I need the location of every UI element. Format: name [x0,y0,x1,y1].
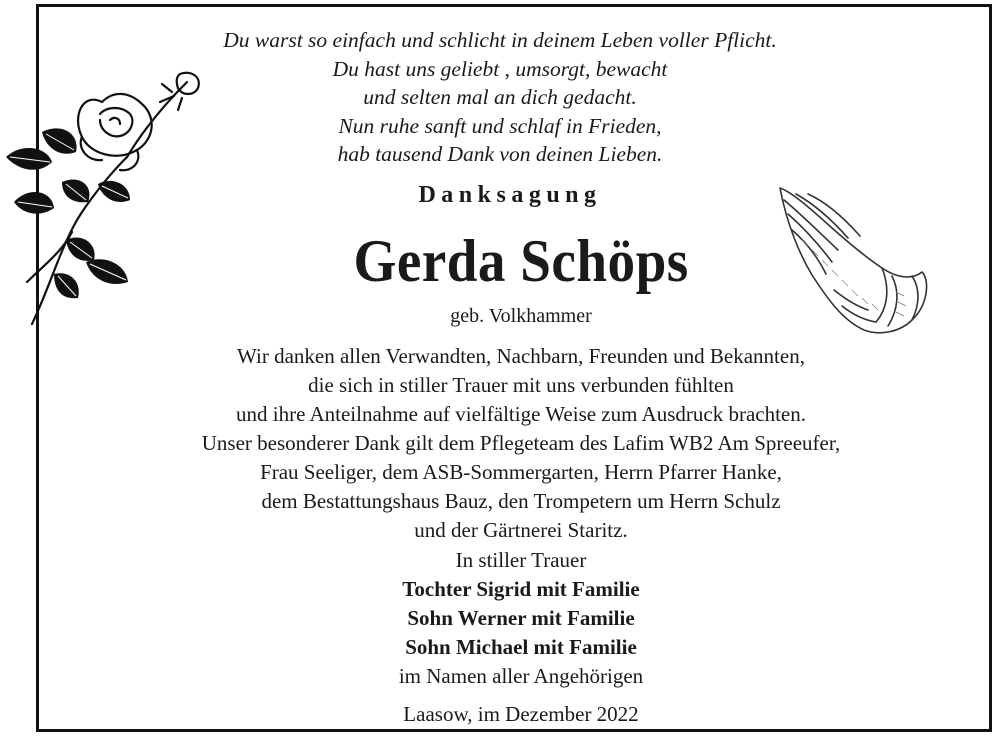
thanks-message [0,342,1000,545]
message-line: und ihre Anteilnahme auf vielfältige Weise zum Ausdruck brachten. [236,402,806,426]
message-line: und der Gärtnerei Staritz. [414,518,628,542]
message-line: Unser besonderer Dank gilt dem Pflegeteam des Lafim WB2 Am Spreeufer, [201,431,841,455]
mourner-name: Sohn Michael mit Familie [405,635,637,659]
deceased-name-wrapper [42,221,962,301]
message-line: die sich in stiller Trauer mit uns verbunden fühlten [308,373,734,397]
place-and-date: Laasow, im Dezember 2022 [403,702,639,726]
signature-intro: In stiller Trauer [455,548,587,572]
poem-line: Du warst so einfach und schlicht in deinem Leben voller Pflicht. [223,28,777,52]
message-line: Frau Seeliger, dem ASB-Sommergarten, Herrn Pfarrer Hanke, [260,460,782,484]
poem-line: Du hast uns geliebt , umsorgt, bewacht [332,56,668,81]
poem-line: und selten mal an dich gedacht. [363,85,637,109]
mourner-name: Sohn Werner mit Familie [407,606,635,630]
mourner-name: Tochter Sigrid mit Familie [402,577,640,601]
message-line: Wir danken allen Verwandten, Nachbarn, Freunden und Bekannten, [237,344,805,368]
poem-line: Nun ruhe sanft und schlaf in Frieden, [338,113,662,138]
deceased-name: Gerda Schöps [353,228,689,294]
signature-block [0,546,1000,691]
notice-heading: Danksagung [418,182,602,208]
message-line: dem Bestattungshaus Bauz, den Trompetern um Herrn Schulz [261,489,781,513]
signature-closing: im Namen aller Angehörigen [398,664,644,688]
memorial-poem [0,26,1000,169]
birth-name: geb. Volkhammer [450,305,592,327]
poem-line: hab tausend Dank von deinen Lieben. [337,142,663,166]
